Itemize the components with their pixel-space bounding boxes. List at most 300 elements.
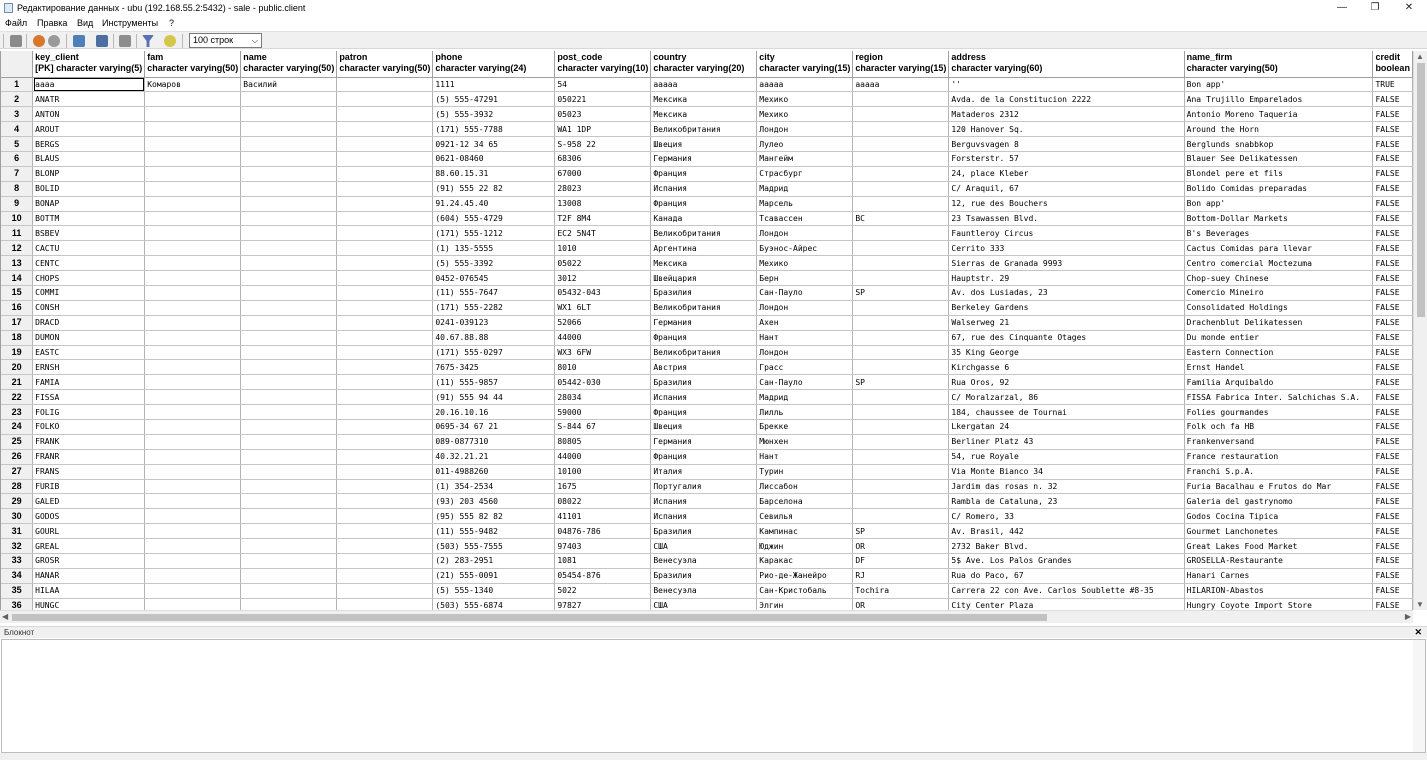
cell-name-firm[interactable]: Great Lakes Food Market xyxy=(1184,539,1373,554)
cell-region[interactable]: aaaaa xyxy=(853,77,949,92)
cell-fam[interactable] xyxy=(145,375,241,390)
cell-city[interactable]: Мюнхен xyxy=(757,434,853,449)
cell-post-code[interactable]: 41101 xyxy=(555,509,651,524)
column-header-name[interactable] xyxy=(241,51,337,77)
cell-patron[interactable] xyxy=(337,241,433,256)
row-number[interactable]: 25 xyxy=(1,434,33,449)
cell-patron[interactable] xyxy=(337,226,433,241)
cell-patron[interactable] xyxy=(337,419,433,434)
cell-city[interactable]: Нант xyxy=(757,449,853,464)
cell-key-client[interactable]: BERGS xyxy=(33,137,145,152)
cell-fam[interactable] xyxy=(145,539,241,554)
cell-name[interactable] xyxy=(241,226,337,241)
row-number[interactable]: 18 xyxy=(1,330,33,345)
cell-phone[interactable]: 0695-34 67 21 xyxy=(433,419,555,434)
cell-region[interactable]: SP xyxy=(853,524,949,539)
cell-city[interactable]: Сан-Кристобаль xyxy=(757,583,853,598)
cell-country[interactable]: Франция xyxy=(651,330,757,345)
cell-patron[interactable] xyxy=(337,479,433,494)
cell-key-client[interactable]: FAMIA xyxy=(33,375,145,390)
cell-name-firm[interactable]: Gourmet Lanchonetes xyxy=(1184,524,1373,539)
cell-phone[interactable]: (171) 555-7788 xyxy=(433,122,555,137)
horizontal-scrollbar[interactable] xyxy=(0,610,1413,623)
cell-fam[interactable] xyxy=(145,256,241,271)
cell-post-code[interactable]: 28034 xyxy=(555,390,651,405)
cell-region[interactable] xyxy=(853,509,949,524)
cell-post-code[interactable]: 13008 xyxy=(555,196,651,211)
cell-city[interactable]: Берн xyxy=(757,271,853,286)
cell-credit[interactable]: FALSE xyxy=(1373,107,1413,122)
copy-icon[interactable] xyxy=(73,35,85,47)
paste-icon[interactable] xyxy=(96,35,108,47)
cell-credit[interactable]: FALSE xyxy=(1373,300,1413,315)
cell-country[interactable]: aaaaa xyxy=(651,77,757,92)
cell-name[interactable] xyxy=(241,524,337,539)
cell-name[interactable] xyxy=(241,315,337,330)
row-number[interactable]: 24 xyxy=(1,419,33,434)
cell-address[interactable]: Fauntleroy Circus xyxy=(949,226,1184,241)
cell-patron[interactable] xyxy=(337,345,433,360)
cell-post-code[interactable]: WX3 6FW xyxy=(555,345,651,360)
cell-city[interactable]: Нант xyxy=(757,330,853,345)
column-header-key-client[interactable] xyxy=(33,51,145,77)
cell-phone[interactable]: 089-0877310 xyxy=(433,434,555,449)
cell-phone[interactable]: 0241-039123 xyxy=(433,315,555,330)
cell-fam[interactable] xyxy=(145,107,241,122)
cell-credit[interactable]: FALSE xyxy=(1373,271,1413,286)
cell-region[interactable] xyxy=(853,464,949,479)
cell-key-client[interactable]: DRACD xyxy=(33,315,145,330)
cell-fam[interactable] xyxy=(145,137,241,152)
cell-region[interactable] xyxy=(853,226,949,241)
cell-key-client[interactable]: CONSH xyxy=(33,300,145,315)
cell-key-client[interactable]: CENTC xyxy=(33,256,145,271)
cell-name-firm[interactable]: Familia Arquibaldo xyxy=(1184,375,1373,390)
maximize-button[interactable]: ❐ xyxy=(1370,2,1380,13)
cell-post-code[interactable]: 1081 xyxy=(555,554,651,569)
cell-address[interactable]: C/ Araquil, 67 xyxy=(949,181,1184,196)
save-icon[interactable] xyxy=(10,35,22,47)
cell-city[interactable]: Лиссабон xyxy=(757,479,853,494)
cell-name[interactable] xyxy=(241,405,337,420)
cell-address[interactable]: C/ Moralzarzal, 86 xyxy=(949,390,1184,405)
row-number[interactable]: 33 xyxy=(1,554,33,569)
cell-patron[interactable] xyxy=(337,315,433,330)
cell-credit[interactable]: FALSE xyxy=(1373,434,1413,449)
cell-phone[interactable]: 0452-076545 xyxy=(433,271,555,286)
cell-city[interactable]: Сан-Пауло xyxy=(757,375,853,390)
cell-name-firm[interactable]: Godos Cocina Tipica xyxy=(1184,509,1373,524)
cell-fam[interactable] xyxy=(145,405,241,420)
cell-post-code[interactable]: T2F 8M4 xyxy=(555,211,651,226)
cell-address[interactable]: 35 King George xyxy=(949,345,1184,360)
cell-phone[interactable]: (1) 135-5555 xyxy=(433,241,555,256)
menu-help[interactable]: ? xyxy=(169,18,175,28)
cell-phone[interactable]: (95) 555 82 82 xyxy=(433,509,555,524)
cell-address[interactable]: Sierras de Granada 9993 xyxy=(949,256,1184,271)
cell-name-firm[interactable]: Blondel pere et fils xyxy=(1184,166,1373,181)
cell-key-client[interactable]: GOURL xyxy=(33,524,145,539)
menu-file[interactable]: Файл xyxy=(5,18,28,28)
cell-name[interactable] xyxy=(241,390,337,405)
cell-fam[interactable] xyxy=(145,509,241,524)
cell-name[interactable] xyxy=(241,479,337,494)
cell-credit[interactable]: FALSE xyxy=(1373,419,1413,434)
cell-region[interactable] xyxy=(853,449,949,464)
cell-name-firm[interactable]: Cactus Comidas para llevar xyxy=(1184,241,1373,256)
cell-city[interactable]: Севилья xyxy=(757,509,853,524)
cell-region[interactable]: DF xyxy=(853,554,949,569)
cell-phone[interactable]: (93) 203 4560 xyxy=(433,494,555,509)
cell-credit[interactable]: FALSE xyxy=(1373,226,1413,241)
cell-phone[interactable]: (1) 354-2534 xyxy=(433,479,555,494)
cell-credit[interactable]: FALSE xyxy=(1373,122,1413,137)
cell-credit[interactable]: FALSE xyxy=(1373,509,1413,524)
cell-post-code[interactable]: 05432-043 xyxy=(555,285,651,300)
cell-address[interactable]: 2732 Baker Blvd. xyxy=(949,539,1184,554)
cell-post-code[interactable]: WA1 1DP xyxy=(555,122,651,137)
cell-address[interactable]: Rua Oros, 92 xyxy=(949,375,1184,390)
cell-country[interactable]: Мексика xyxy=(651,107,757,122)
cell-city[interactable]: Кампинас xyxy=(757,524,853,539)
row-number[interactable]: 14 xyxy=(1,271,33,286)
cell-region[interactable]: SP xyxy=(853,375,949,390)
cell-region[interactable]: Tochira xyxy=(853,583,949,598)
row-number[interactable]: 17 xyxy=(1,315,33,330)
cell-region[interactable]: OR xyxy=(853,598,949,610)
rows-limit-select[interactable] xyxy=(189,33,262,48)
vertical-scrollbar[interactable] xyxy=(1413,51,1427,610)
cell-address[interactable]: Lkergatan 24 xyxy=(949,419,1184,434)
cell-key-client[interactable]: HILAA xyxy=(33,583,145,598)
cell-credit[interactable]: FALSE xyxy=(1373,256,1413,271)
cell-country[interactable]: Франция xyxy=(651,449,757,464)
cell-name[interactable] xyxy=(241,583,337,598)
cell-patron[interactable] xyxy=(337,524,433,539)
cell-country[interactable]: Германия xyxy=(651,151,757,166)
cell-phone[interactable]: (91) 555 94 44 xyxy=(433,390,555,405)
cell-post-code[interactable]: 28023 xyxy=(555,181,651,196)
cell-fam[interactable] xyxy=(145,271,241,286)
cell-name-firm[interactable]: Furia Bacalhau e Frutos do Mar xyxy=(1184,479,1373,494)
cell-credit[interactable]: FALSE xyxy=(1373,554,1413,569)
cell-patron[interactable] xyxy=(337,464,433,479)
cell-patron[interactable] xyxy=(337,300,433,315)
cell-patron[interactable] xyxy=(337,211,433,226)
cell-post-code[interactable]: 44000 xyxy=(555,330,651,345)
cell-name[interactable] xyxy=(241,375,337,390)
cell-name[interactable] xyxy=(241,568,337,583)
cell-key-client[interactable]: BOTTM xyxy=(33,211,145,226)
cell-region[interactable] xyxy=(853,419,949,434)
cell-region[interactable] xyxy=(853,181,949,196)
cell-post-code[interactable]: S-958 22 xyxy=(555,137,651,152)
cell-fam[interactable] xyxy=(145,434,241,449)
cell-name[interactable] xyxy=(241,509,337,524)
cell-address[interactable]: 120 Hanover Sq. xyxy=(949,122,1184,137)
cell-key-client[interactable]: BOLID xyxy=(33,181,145,196)
cell-country[interactable]: Швейцария xyxy=(651,271,757,286)
cell-name-firm[interactable]: Frankenversand xyxy=(1184,434,1373,449)
cell-phone[interactable]: 91.24.45.40 xyxy=(433,196,555,211)
cell-country[interactable]: Великобритания xyxy=(651,300,757,315)
cell-credit[interactable]: FALSE xyxy=(1373,568,1413,583)
cell-patron[interactable] xyxy=(337,285,433,300)
scroll-right-icon[interactable]: ▶ xyxy=(1404,612,1411,621)
cell-address[interactable]: 12, rue des Bouchers xyxy=(949,196,1184,211)
cell-patron[interactable] xyxy=(337,509,433,524)
cell-region[interactable] xyxy=(853,405,949,420)
cell-patron[interactable] xyxy=(337,330,433,345)
row-number[interactable]: 35 xyxy=(1,583,33,598)
cell-name-firm[interactable]: Drachenblut Delikatessen xyxy=(1184,315,1373,330)
cell-country[interactable]: Бразилия xyxy=(651,375,757,390)
cell-key-client[interactable]: FISSA xyxy=(33,390,145,405)
cell-patron[interactable] xyxy=(337,598,433,610)
cell-post-code[interactable]: 52066 xyxy=(555,315,651,330)
cell-name-firm[interactable]: Comercio Mineiro xyxy=(1184,285,1373,300)
cell-fam[interactable] xyxy=(145,345,241,360)
cell-name[interactable] xyxy=(241,137,337,152)
cell-phone[interactable]: 1111 xyxy=(433,77,555,92)
cell-name[interactable] xyxy=(241,166,337,181)
cell-region[interactable] xyxy=(853,390,949,405)
cell-credit[interactable]: FALSE xyxy=(1373,330,1413,345)
cell-address[interactable]: Hauptstr. 29 xyxy=(949,271,1184,286)
cell-city[interactable]: Марсель xyxy=(757,196,853,211)
cell-credit[interactable]: FALSE xyxy=(1373,345,1413,360)
cell-patron[interactable] xyxy=(337,449,433,464)
notepad-textarea[interactable] xyxy=(1,639,1426,753)
cell-post-code[interactable]: 05442-030 xyxy=(555,375,651,390)
cell-fam[interactable] xyxy=(145,464,241,479)
cell-post-code[interactable]: 97827 xyxy=(555,598,651,610)
cell-key-client[interactable]: BSBEV xyxy=(33,226,145,241)
cell-name[interactable] xyxy=(241,345,337,360)
cell-address[interactable]: Avda. de la Constitucion 2222 xyxy=(949,92,1184,107)
cell-address[interactable]: Av. dos Lusiadas, 23 xyxy=(949,285,1184,300)
cell-patron[interactable] xyxy=(337,137,433,152)
cell-region[interactable]: OR xyxy=(853,539,949,554)
cell-name[interactable] xyxy=(241,151,337,166)
row-number[interactable]: 2 xyxy=(1,92,33,107)
cell-key-client[interactable]: BONAP xyxy=(33,196,145,211)
cell-region[interactable] xyxy=(853,300,949,315)
row-number[interactable]: 9 xyxy=(1,196,33,211)
cell-key-client[interactable]: FRANR xyxy=(33,449,145,464)
column-header-post-code[interactable] xyxy=(555,51,651,77)
cell-phone[interactable]: (11) 555-7647 xyxy=(433,285,555,300)
cell-fam[interactable] xyxy=(145,419,241,434)
column-header-fam[interactable] xyxy=(145,51,241,77)
cell-name[interactable] xyxy=(241,196,337,211)
cell-address[interactable]: City Center Plaza xyxy=(949,598,1184,610)
cell-key-client[interactable]: FURIB xyxy=(33,479,145,494)
cell-key-client[interactable]: HANAR xyxy=(33,568,145,583)
cell-credit[interactable]: FALSE xyxy=(1373,494,1413,509)
cell-address[interactable]: Cerrito 333 xyxy=(949,241,1184,256)
cell-name-firm[interactable]: HILARION-Abastos xyxy=(1184,583,1373,598)
cell-address[interactable]: Berliner Platz 43 xyxy=(949,434,1184,449)
minimize-button[interactable]: — xyxy=(1337,2,1347,13)
cell-country[interactable]: Великобритания xyxy=(651,226,757,241)
cell-name-firm[interactable]: Du monde entier xyxy=(1184,330,1373,345)
cell-name-firm[interactable]: Bon app' xyxy=(1184,196,1373,211)
cell-credit[interactable]: FALSE xyxy=(1373,181,1413,196)
cell-name-firm[interactable]: Antonio Moreno Taqueria xyxy=(1184,107,1373,122)
cell-name-firm[interactable]: Folk och fa HB xyxy=(1184,419,1373,434)
cell-phone[interactable]: (5) 555-3932 xyxy=(433,107,555,122)
row-number[interactable]: 6 xyxy=(1,151,33,166)
cell-phone[interactable]: (171) 555-2282 xyxy=(433,300,555,315)
cell-post-code[interactable]: 67000 xyxy=(555,166,651,181)
cell-patron[interactable] xyxy=(337,196,433,211)
row-number[interactable]: 13 xyxy=(1,256,33,271)
cell-phone[interactable]: 7675-3425 xyxy=(433,360,555,375)
cell-city[interactable]: Мангейм xyxy=(757,151,853,166)
row-number[interactable]: 10 xyxy=(1,211,33,226)
cell-key-client[interactable]: BLONP xyxy=(33,166,145,181)
column-header-patron[interactable] xyxy=(337,51,433,77)
cell-region[interactable] xyxy=(853,345,949,360)
cell-name[interactable] xyxy=(241,300,337,315)
cell-phone[interactable]: (11) 555-9482 xyxy=(433,524,555,539)
cell-phone[interactable]: (604) 555-4729 xyxy=(433,211,555,226)
cell-key-client[interactable]: ERNSH xyxy=(33,360,145,375)
row-number[interactable]: 32 xyxy=(1,539,33,554)
cell-credit[interactable]: TRUE xyxy=(1373,77,1413,92)
cell-credit[interactable]: FALSE xyxy=(1373,166,1413,181)
cell-phone[interactable]: 011-4988260 xyxy=(433,464,555,479)
cell-address[interactable]: 24, place Kleber xyxy=(949,166,1184,181)
row-number[interactable]: 4 xyxy=(1,122,33,137)
cell-name-firm[interactable]: Folies gourmandes xyxy=(1184,405,1373,420)
cell-key-client[interactable]: CACTU xyxy=(33,241,145,256)
cell-name[interactable] xyxy=(241,419,337,434)
cell-fam[interactable] xyxy=(145,211,241,226)
row-number[interactable]: 12 xyxy=(1,241,33,256)
menu-view[interactable]: Вид xyxy=(77,18,94,28)
cell-patron[interactable] xyxy=(337,271,433,286)
cell-country[interactable]: Испания xyxy=(651,390,757,405)
cell-post-code[interactable]: S-844 67 xyxy=(555,419,651,434)
row-number[interactable]: 28 xyxy=(1,479,33,494)
cell-name[interactable] xyxy=(241,256,337,271)
cell-credit[interactable]: FALSE xyxy=(1373,360,1413,375)
cell-name-firm[interactable]: Consolidated Holdings xyxy=(1184,300,1373,315)
cell-post-code[interactable]: 1675 xyxy=(555,479,651,494)
cell-phone[interactable]: (5) 555-3392 xyxy=(433,256,555,271)
cell-region[interactable] xyxy=(853,92,949,107)
cell-city[interactable]: Турин xyxy=(757,464,853,479)
cell-name-firm[interactable]: Blauer See Delikatessen xyxy=(1184,151,1373,166)
cell-key-client[interactable]: DUMON xyxy=(33,330,145,345)
cell-patron[interactable] xyxy=(337,405,433,420)
cell-post-code[interactable]: 05454-876 xyxy=(555,568,651,583)
cell-fam[interactable] xyxy=(145,166,241,181)
cell-country[interactable]: Канада xyxy=(651,211,757,226)
cell-city[interactable]: Каракас xyxy=(757,554,853,569)
cell-post-code[interactable]: 68306 xyxy=(555,151,651,166)
cell-address[interactable]: Via Monte Bianco 34 xyxy=(949,464,1184,479)
cell-city[interactable]: Юджин xyxy=(757,539,853,554)
cell-credit[interactable]: FALSE xyxy=(1373,315,1413,330)
cell-region[interactable] xyxy=(853,494,949,509)
cell-phone[interactable]: (5) 555-47291 xyxy=(433,92,555,107)
cell-post-code[interactable]: 10100 xyxy=(555,464,651,479)
cell-address[interactable]: Berkeley Gardens xyxy=(949,300,1184,315)
column-header-address[interactable] xyxy=(949,51,1184,77)
cell-fam[interactable] xyxy=(145,479,241,494)
cell-patron[interactable] xyxy=(337,256,433,271)
cell-country[interactable]: Испания xyxy=(651,509,757,524)
cell-country[interactable]: Италия xyxy=(651,464,757,479)
cell-credit[interactable]: FALSE xyxy=(1373,375,1413,390)
cell-phone[interactable]: (171) 555-1212 xyxy=(433,226,555,241)
cell-city[interactable]: Лилль xyxy=(757,405,853,420)
cell-post-code[interactable]: 54 xyxy=(555,77,651,92)
row-number[interactable]: 23 xyxy=(1,405,33,420)
cell-country[interactable]: Великобритания xyxy=(651,345,757,360)
cell-credit[interactable]: FALSE xyxy=(1373,405,1413,420)
cell-name-firm[interactable]: Berglunds snabbkop xyxy=(1184,137,1373,152)
cell-city[interactable]: Элгин xyxy=(757,598,853,610)
notepad-close-icon[interactable]: ✕ xyxy=(1414,627,1422,637)
cell-name[interactable] xyxy=(241,539,337,554)
row-number[interactable]: 19 xyxy=(1,345,33,360)
row-number[interactable]: 34 xyxy=(1,568,33,583)
cell-city[interactable]: Ахен xyxy=(757,315,853,330)
cell-name[interactable] xyxy=(241,449,337,464)
row-number[interactable]: 31 xyxy=(1,524,33,539)
cell-name[interactable] xyxy=(241,494,337,509)
cell-name-firm[interactable]: Galeria del gastrynomo xyxy=(1184,494,1373,509)
cell-patron[interactable] xyxy=(337,92,433,107)
delete-icon[interactable] xyxy=(119,35,131,47)
cell-name-firm[interactable]: Bottom-Dollar Markets xyxy=(1184,211,1373,226)
cell-address[interactable]: Walserweg 21 xyxy=(949,315,1184,330)
cell-post-code[interactable]: 5022 xyxy=(555,583,651,598)
cell-patron[interactable] xyxy=(337,539,433,554)
cell-key-client[interactable]: EASTC xyxy=(33,345,145,360)
cell-fam[interactable] xyxy=(145,226,241,241)
cell-name[interactable] xyxy=(241,271,337,286)
cell-phone[interactable]: (21) 555-0091 xyxy=(433,568,555,583)
cell-fam[interactable] xyxy=(145,360,241,375)
cell-city[interactable]: Лондон xyxy=(757,345,853,360)
cell-city[interactable]: Барселона xyxy=(757,494,853,509)
cell-name[interactable] xyxy=(241,464,337,479)
cell-region[interactable] xyxy=(853,137,949,152)
cell-country[interactable]: Австрия xyxy=(651,360,757,375)
cell-country[interactable]: Испания xyxy=(651,494,757,509)
cell-region[interactable] xyxy=(853,271,949,286)
cell-address[interactable]: Forsterstr. 57 xyxy=(949,151,1184,166)
cell-name-firm[interactable]: Around the Horn xyxy=(1184,122,1373,137)
cell-name-firm[interactable]: GROSELLA-Restaurante xyxy=(1184,554,1373,569)
cell-region[interactable] xyxy=(853,360,949,375)
cell-name-firm[interactable]: Franchi S.p.A. xyxy=(1184,464,1373,479)
cell-address[interactable]: 54, rue Royale xyxy=(949,449,1184,464)
cell-phone[interactable]: (503) 555-7555 xyxy=(433,539,555,554)
cell-fam[interactable] xyxy=(145,390,241,405)
cell-name-firm[interactable]: B's Beverages xyxy=(1184,226,1373,241)
cell-name[interactable] xyxy=(241,181,337,196)
cell-fam[interactable] xyxy=(145,151,241,166)
undo-icon[interactable] xyxy=(48,35,60,47)
cell-region[interactable] xyxy=(853,107,949,122)
cell-fam[interactable] xyxy=(145,524,241,539)
